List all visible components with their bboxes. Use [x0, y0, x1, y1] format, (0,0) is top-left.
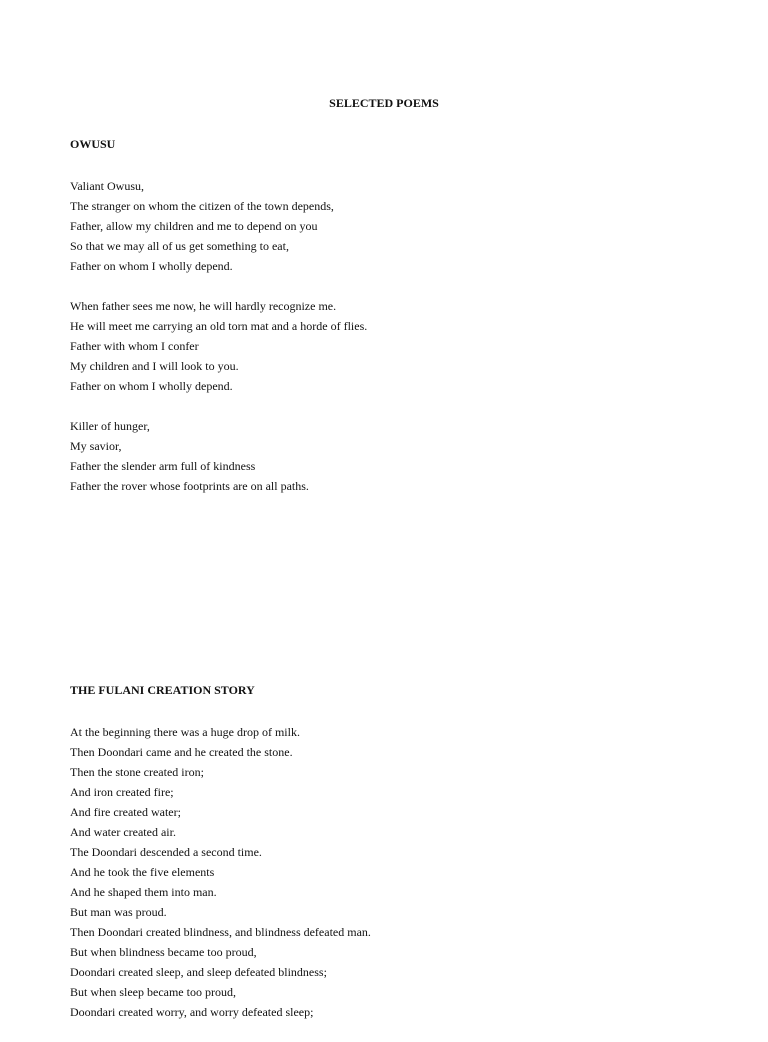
poem-fulani-creation-story [70, 682, 710, 1042]
poem-line: Father the rover whose footprints are on all paths. [70, 479, 309, 493]
poem-line: Father on whom I wholly depend. [70, 259, 233, 273]
poem-line: Father the slender arm full of kindness [70, 459, 256, 473]
poem-line: He will meet me carrying an old torn mat and a horde of flies. [70, 319, 368, 333]
poem-line: The stranger on whom the citizen of the town depends, [70, 199, 334, 213]
poem-line: But man was proud. [70, 905, 167, 919]
poem-line: Killer of hunger, [70, 419, 150, 433]
poem-line: Then Doondari created blindness, and blindness defeated man. [70, 925, 371, 939]
poem-line: So that we may all of us get something to eat, [70, 239, 289, 253]
poem-line: And water created air. [70, 825, 176, 839]
poem-line: The Doondari descended a second time. [70, 845, 262, 859]
poem-line: Doondari created sleep, and sleep defeated blindness; [70, 965, 327, 979]
poem-line: Then the stone created iron; [70, 765, 204, 779]
stanza [70, 416, 710, 496]
stanza [70, 296, 710, 396]
poem-line: And iron created fire; [70, 785, 174, 799]
stanza [70, 176, 710, 276]
poem-line: At the beginning there was a huge drop of milk. [70, 725, 300, 739]
poem-line: My children and I will look to you. [70, 359, 239, 373]
document-title: SELECTED POEMS [329, 96, 439, 110]
poem-line: When father sees me now, he will hardly recognize me. [70, 299, 337, 313]
poem-line: My savior, [70, 439, 122, 453]
poem-line: And he took the five elements [70, 865, 215, 879]
poem-line: But when sleep became too proud, [70, 985, 236, 999]
poem-line: Father with whom I confer [70, 339, 199, 353]
poem-line: But when blindness became too proud, [70, 945, 257, 959]
poem-line: Doondari created worry, and worry defeated sleep; [70, 1005, 314, 1019]
poem-line: Valiant Owusu, [70, 179, 144, 193]
poem-line: And he shaped them into man. [70, 885, 217, 899]
poem-heading: OWUSU [70, 137, 116, 151]
poem-owusu [70, 136, 710, 516]
poem-line: And fire created water; [70, 805, 181, 819]
poem-line: Father, allow my children and me to depend on you [70, 219, 318, 233]
poem-heading: THE FULANI CREATION STORY [70, 683, 255, 697]
poem-line: Father on whom I wholly depend. [70, 379, 233, 393]
stanza [70, 722, 710, 1022]
poem-line: Then Doondari came and he created the stone. [70, 745, 293, 759]
